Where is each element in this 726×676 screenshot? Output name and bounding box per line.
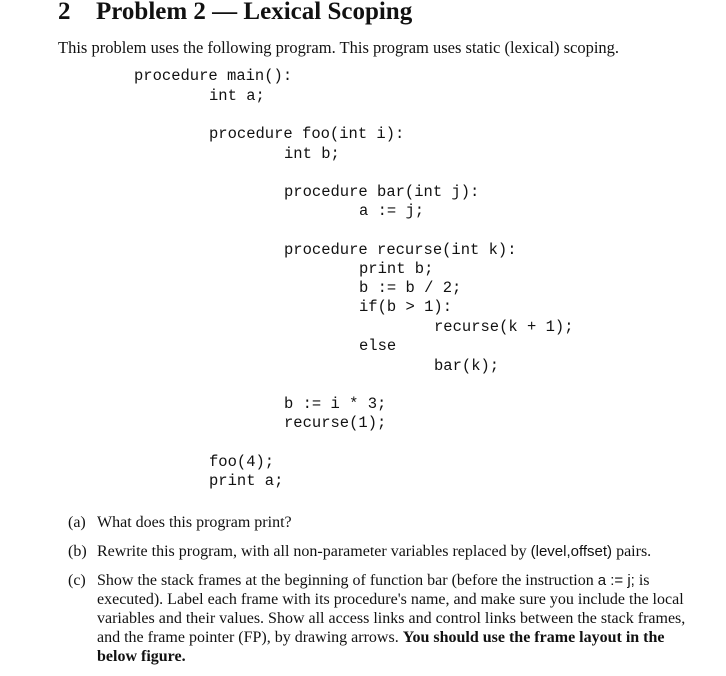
question-label: (a) bbox=[68, 514, 86, 531]
code-line: foo(4); bbox=[209, 453, 275, 471]
level-offset-pair: (level,offset) bbox=[530, 543, 613, 560]
code-line: procedure bar(int j): bbox=[284, 183, 480, 201]
question-label: (b) bbox=[68, 543, 87, 560]
question-list bbox=[68, 513, 688, 676]
code-line: procedure foo(int i): bbox=[209, 125, 405, 143]
code-line: int a; bbox=[209, 87, 265, 105]
code-line: recurse(k + 1); bbox=[434, 318, 574, 336]
question-text-continued: is executed). Label each frame with its procedure's name, and make sure you include the local variables and their values. Show all access links and control links between the stack frames, and the frame pointer (FP), by drawing arrows. bbox=[97, 572, 686, 646]
section-heading bbox=[58, 0, 412, 26]
code-line: procedure recurse(int k): bbox=[284, 241, 517, 259]
question-text: Show the stack frames at the beginning of function bar (before the instruction bbox=[97, 572, 598, 589]
question-text-end: pairs. bbox=[612, 543, 652, 560]
question-text: Rewrite this program, with all non-parameter variables replaced by bbox=[97, 543, 531, 560]
code-line: print b; bbox=[359, 260, 434, 278]
code-line: a := j; bbox=[359, 202, 425, 220]
question-b bbox=[68, 542, 688, 561]
question-a bbox=[68, 513, 688, 532]
code-line: int b; bbox=[284, 145, 340, 163]
question-text: What does this program print? bbox=[97, 514, 292, 531]
question-label: (c) bbox=[68, 572, 86, 589]
code-line: b := b / 2; bbox=[359, 279, 462, 297]
question-emphasis: You should use the frame layout in the below figure. bbox=[97, 629, 665, 665]
code-line: if(b > 1): bbox=[359, 298, 453, 316]
code-line: print a; bbox=[209, 472, 284, 490]
question-c bbox=[68, 571, 688, 666]
code-line: bar(k); bbox=[434, 357, 500, 375]
instruction-code: a := j; bbox=[597, 572, 635, 589]
intro-paragraph: This problem uses the following program. This program uses static (lexical) scoping. bbox=[58, 38, 620, 57]
code-line: b := i * 3; bbox=[284, 395, 387, 413]
code-line: else bbox=[359, 337, 397, 355]
code-line: procedure main(): bbox=[134, 67, 293, 85]
code-line: recurse(1); bbox=[284, 414, 387, 432]
section-number: 2 bbox=[58, 0, 71, 25]
section-title: Problem 2 — Lexical Scoping bbox=[96, 0, 413, 25]
